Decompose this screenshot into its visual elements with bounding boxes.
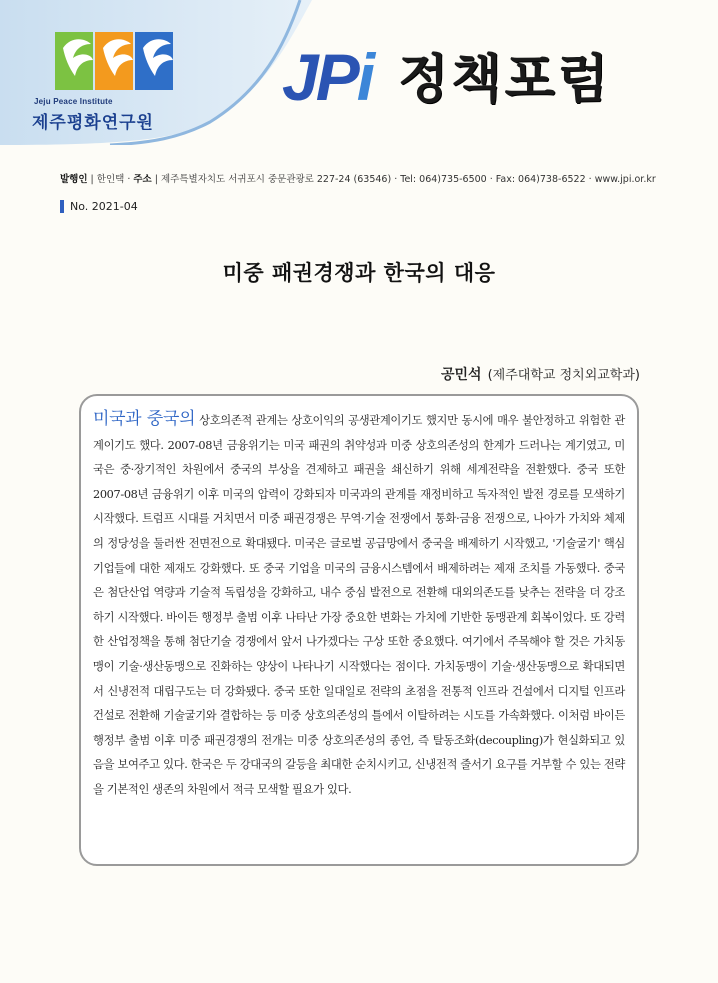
telephone: Tel: 064)735-6500 xyxy=(400,174,487,185)
issue-number xyxy=(60,200,138,213)
brand-jp: JP xyxy=(282,40,357,114)
author-affiliation: (제주대학교 정치외교학과) xyxy=(487,368,640,383)
issue-marker-bar xyxy=(60,200,64,213)
website: www.jpi.or.kr xyxy=(594,174,656,185)
publisher-name: 한인택 xyxy=(96,174,125,185)
brand-jpi-wordmark xyxy=(282,40,373,114)
issue-text: No. 2021-04 xyxy=(70,200,138,213)
brand-title: 정책포럼 xyxy=(398,50,611,110)
summary-lead: 미국과 중국의 xyxy=(93,409,196,429)
institute-name-english: Jeju Peace Institute xyxy=(34,97,113,106)
page-title: 미중 패권경쟁과 한국의 대응 xyxy=(222,260,496,285)
jeju-peace-institute-logo xyxy=(55,30,175,94)
publication-info: 발행인 | 한인택 · 주소 | 제주특별자치도 서귀포시 중문관광로 227-24 (63546) · Tel: 064)735-6500 · Fax: 064)738-6522 · www.jpi.or.kr xyxy=(60,174,656,185)
author-line xyxy=(441,364,640,384)
fax: Fax: 064)738-6522 xyxy=(495,174,586,185)
publisher-label: 발행인 xyxy=(60,174,88,185)
summary-body: 상호의존적 관계는 상호이익의 공생관계이기도 했지만 동시에 매우 불안정하고 위험한 관계이기도 했다. 2007-08년 금융위기는 미국 패권의 취약성과 미중 상호의존성의 한계가 드러나는 계기였고, 미국은 중·장기적인 차원에서 중국의 부상을 견제하고 패권을 쇄신하기 위해 세계전략을 전환했다. 중국 또한 2007-08년 금융위기 이후 미국의 압력이 강화되자 미국과의 관계를 재정비하고 독자적인 발전 경로를 모색하기 시작했다. 트럼프 시대를 거치면서 미중 패권경쟁은 무역·기술 전쟁에서 통화·금융 전쟁으로, 나아가 가치와 체제의 정당성을 둘러싼 전면전으로 확대됐다. 미국은 글로벌 공급망에서 중국을 배제하기 시작했고, '기술굴기' 핵심기업들에 대한 제재도 강화했다. 또 중국 기업을 미국의 금융시스템에서 배제하려는 제재 조치를 가동했다. 중국은 첨단산업 역량과 기술적 독립성을 강화하고, 내수 중심 발전으로 전환해 대외의존도를 낮추는 전략을 더 강조하기 시작했다. 바이든 행정부 출범 이후 나타난 가장 중요한 변화는 가치에 기반한 동맹관계 회복이었다. 또 강력한 산업정책을 통해 첨단기술 경쟁에서 앞서 나가겠다는 구상 또한 중요했다. 여기에서 주목해야 할 것은 가치동맹이 기술·생산동맹으로 진화하는 양상이 나타나기 시작했다는 점이다. 가치동맹이 기술·생산동맹으로 확대되면서 신냉전적 대립구도는 더 강화됐다. 중국 또한 일대일로 전략의 초점을 전통적 인프라 건설에서 디지털 인프라 건설로 전환해 기술굴기와 결합하는 등 미중 상호의존성의 틀에서 이탈하려는 시도를 가속화했다. 이처럼 바이든 행정부 출범 이후 미중 패권경쟁의 전개는 미중 상호의존성의 종언, 즉 탈동조화(decoupling)가 현실화되고 있음을 보여주고 있다. 한국은 두 강대국의 갈등을 최대한 순치시키고, 신냉전적 줄서기 요구를 거부할 수 있는 전략을 기본적인 생존의 차원에서 적극 모색할 필요가 있다. xyxy=(93,414,625,796)
address-label: 주소 xyxy=(133,174,152,185)
author-name: 공민석 xyxy=(441,367,482,383)
summary-text xyxy=(93,407,625,803)
institute-name-korean: 제주평화연구원 xyxy=(32,113,154,133)
address: 제주특별자치도 서귀포시 중문관광로 227-24 (63546) xyxy=(160,174,392,185)
brand-i: i xyxy=(356,40,373,114)
